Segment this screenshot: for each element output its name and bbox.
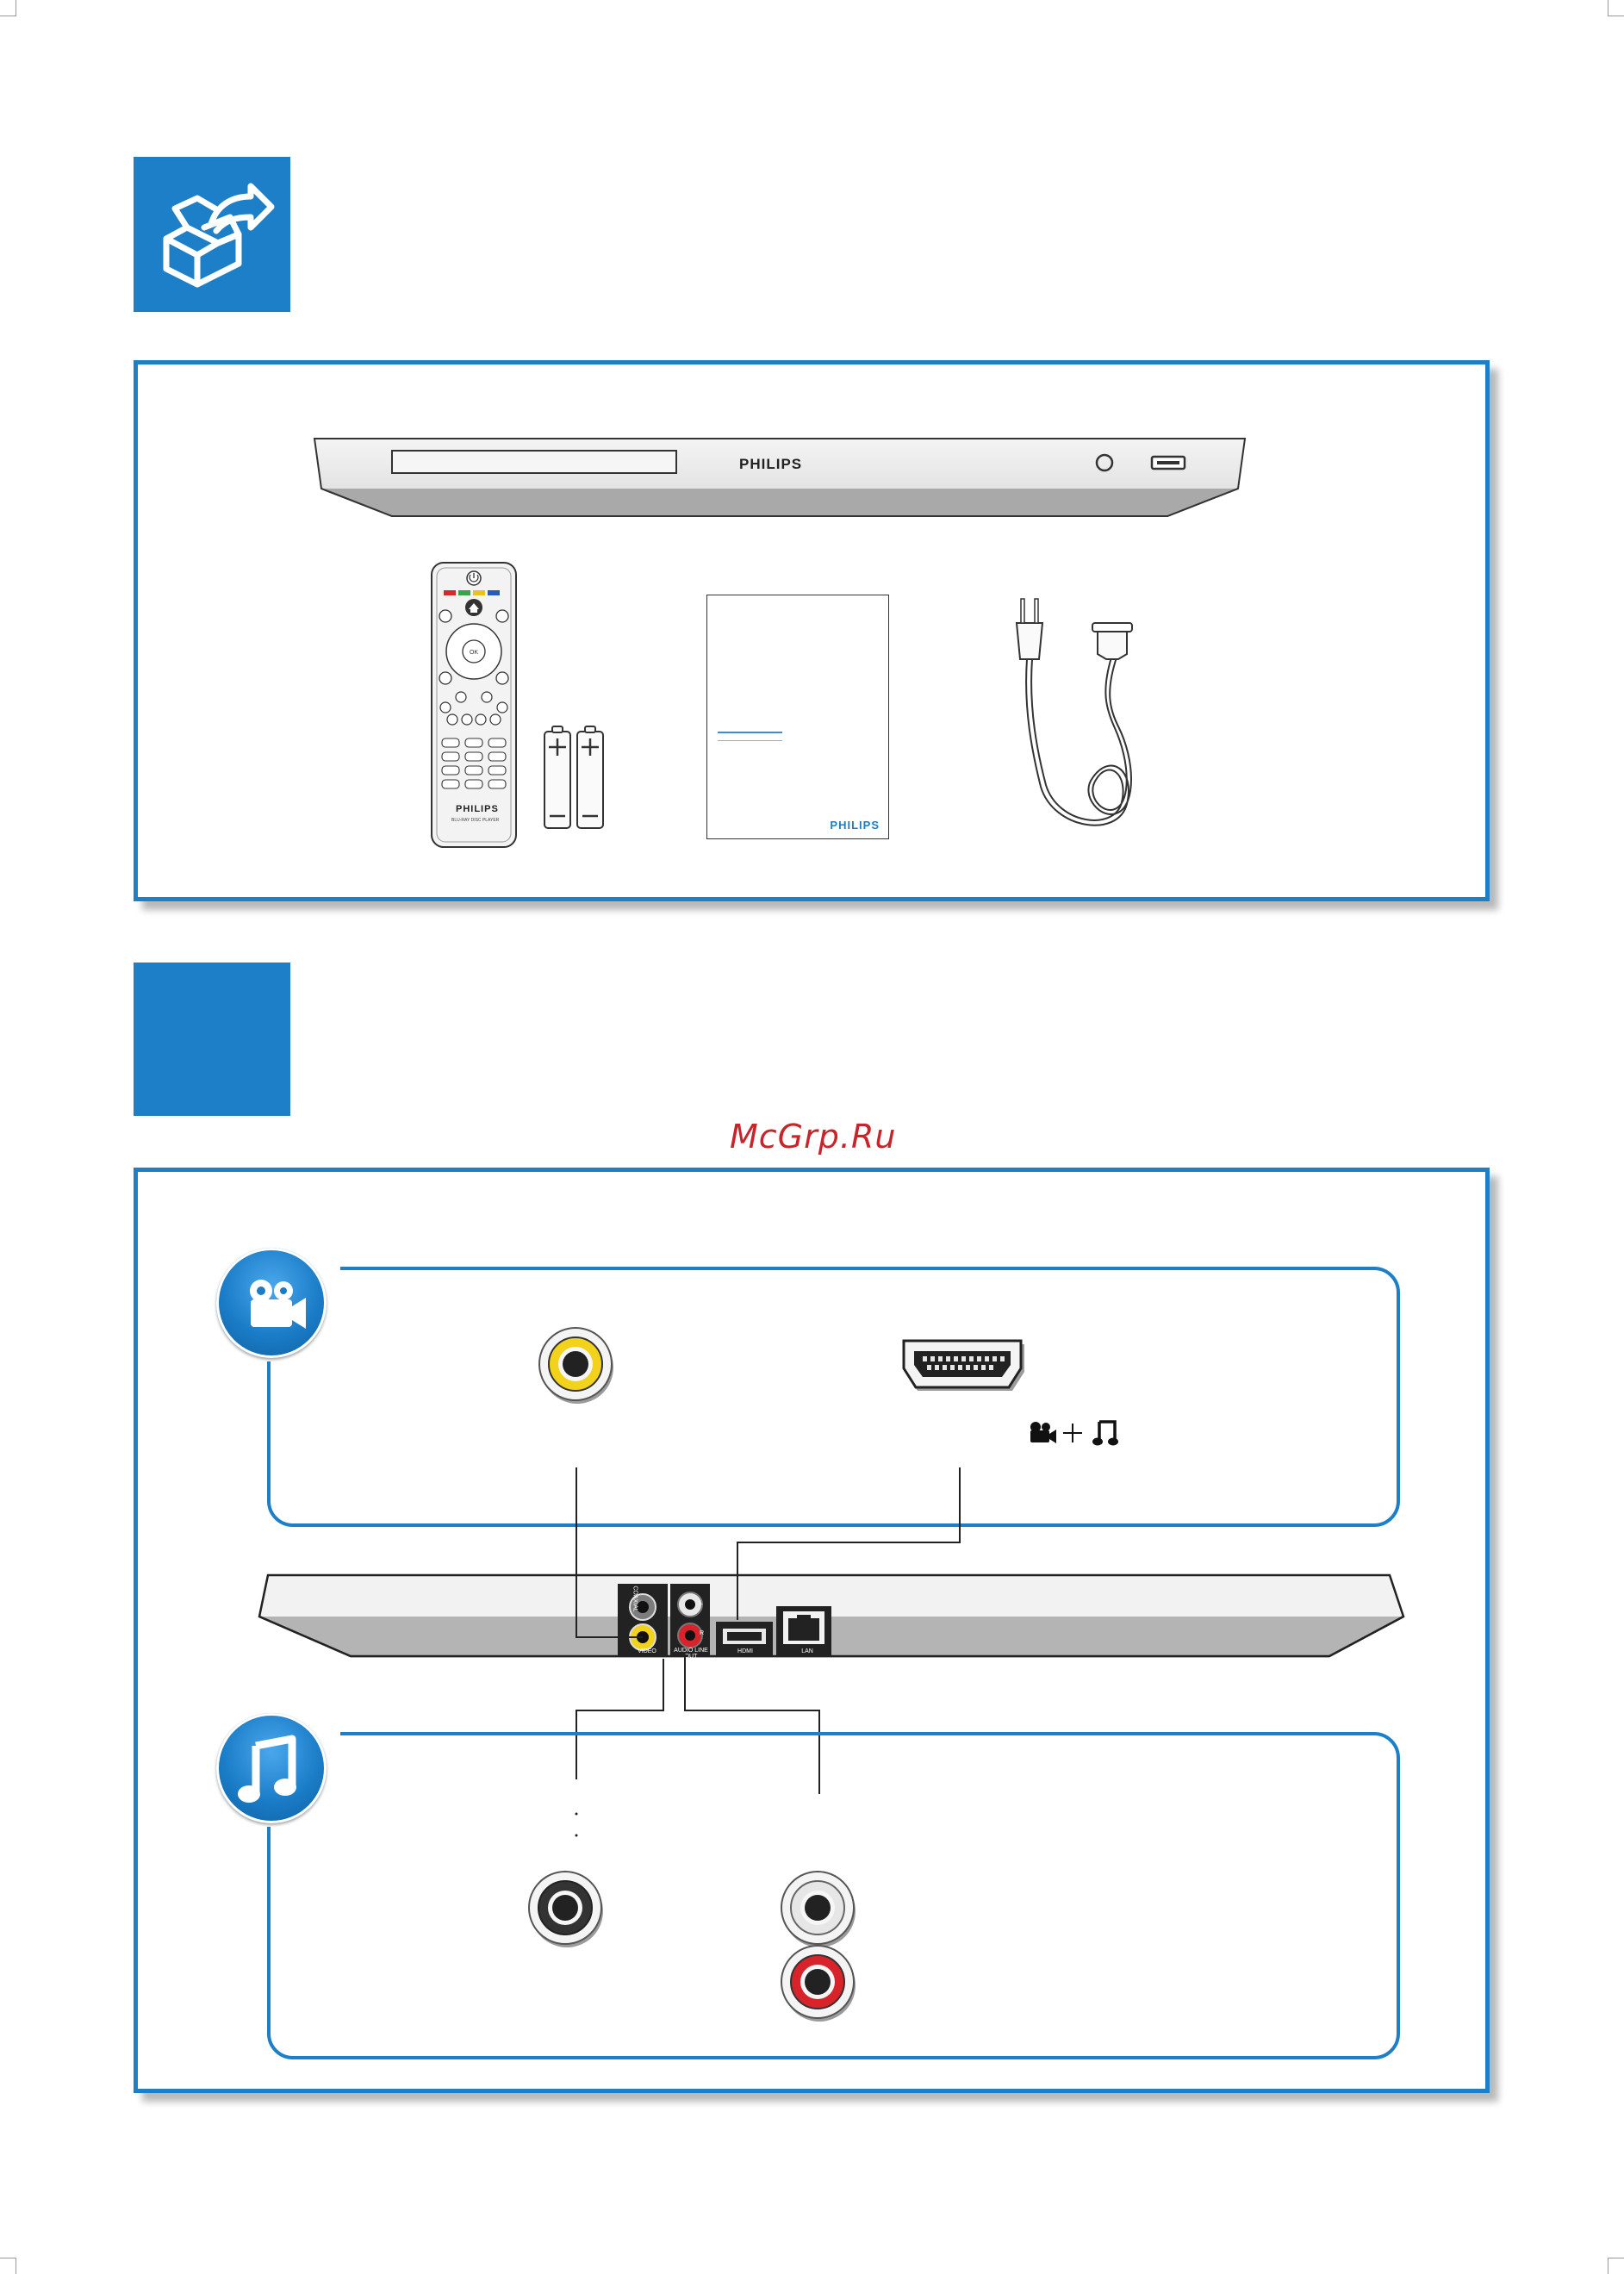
crop-mark — [1608, 0, 1624, 16]
connect-tile — [134, 963, 290, 1116]
manual-title-line — [718, 732, 782, 733]
user-manual-illustration — [706, 595, 889, 839]
audio-right-jack — [776, 1941, 862, 2027]
music-note-icon — [216, 1713, 327, 1823]
left-channel-label: L — [700, 1600, 703, 1606]
svg-text:OK: OK — [469, 650, 479, 656]
box-open-arrow-icon — [134, 157, 290, 312]
whats-in-box-tile — [134, 157, 290, 312]
player-brand-label: PHILIPS — [739, 456, 803, 472]
audio-out-label: AUDIO LINE OUT — [674, 1648, 708, 1660]
audio-badge — [216, 1713, 327, 1823]
audio-left-jack — [776, 1866, 862, 1953]
connections-panel — [134, 1168, 1490, 2093]
box-contents-panel — [134, 360, 1490, 901]
watermark: McGrp.Ru — [730, 1118, 897, 1156]
crop-mark — [0, 0, 16, 16]
coaxial-jack — [524, 1866, 610, 1953]
crop-mark — [0, 2258, 16, 2274]
video-port-label: VIDEO — [638, 1648, 656, 1654]
manual-subtitle-line — [718, 740, 782, 741]
lan-port-label: LAN — [801, 1648, 813, 1654]
remote-caption: BLU-RAY DISC PLAYER — [451, 818, 500, 823]
blu-ray-player-illustration — [306, 432, 1254, 526]
right-channel-label: R — [700, 1630, 705, 1636]
hdmi-port-label: HDMI — [737, 1648, 753, 1654]
coaxial-label: COAXIAL — [632, 1586, 638, 1612]
aaa-batteries-illustration — [539, 725, 608, 837]
remote-brand-label: PHILIPS — [456, 804, 499, 814]
manual-brand-label: PHILIPS — [830, 819, 880, 832]
power-cord-illustration — [1006, 580, 1161, 838]
crop-mark — [1608, 2258, 1624, 2274]
